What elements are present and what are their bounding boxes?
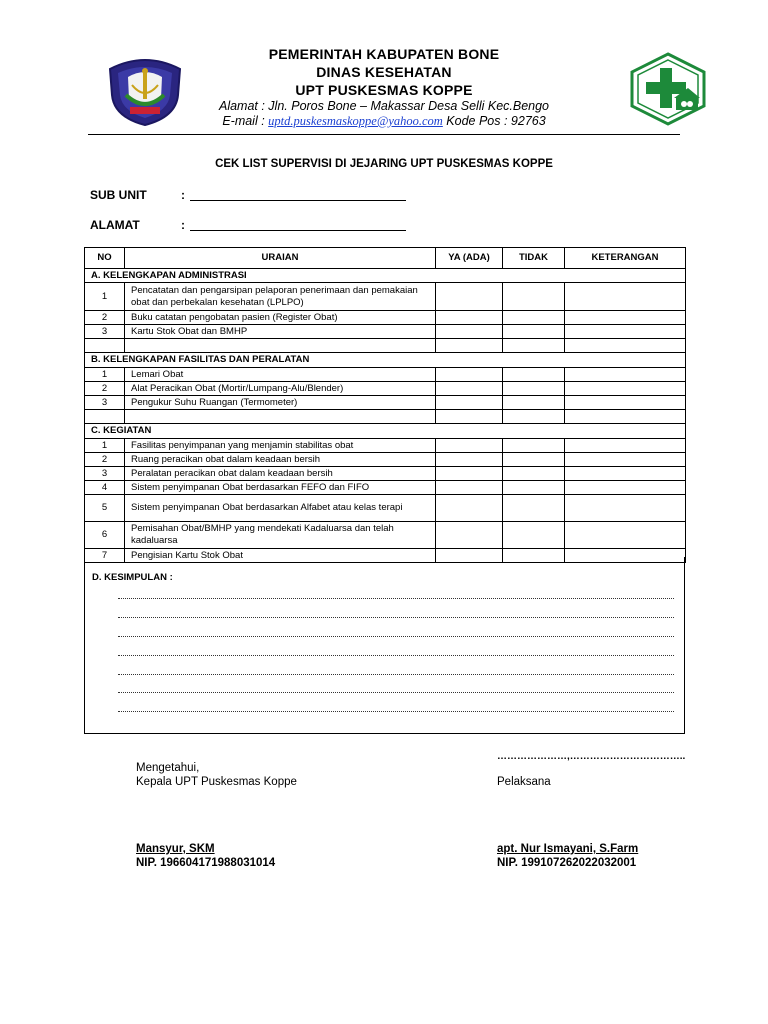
left-signer-nip: NIP. 196604171988031014: [136, 857, 276, 869]
header-line-1: PEMERINTAH KABUPATEN BONE: [268, 46, 500, 62]
header-keterangan: KETERANGAN: [565, 248, 686, 269]
table-row: [85, 467, 686, 481]
sub-unit-colon: :: [181, 188, 185, 202]
table-row: [85, 439, 686, 453]
table-row: [85, 396, 686, 410]
table-row: [85, 311, 686, 325]
keterangan-cell[interactable]: [565, 368, 686, 382]
header-uraian: URAIAN: [125, 248, 436, 269]
tidak-cell[interactable]: [503, 495, 565, 522]
right-role: Pelaksana: [497, 776, 551, 788]
tidak-cell[interactable]: [503, 439, 565, 453]
tidak-cell[interactable]: [503, 522, 565, 549]
table-row: [85, 325, 686, 339]
keterangan-cell[interactable]: [565, 382, 686, 396]
row-text: Peralatan peracikan obat dalam keadaan bersih: [125, 467, 436, 481]
keterangan-cell[interactable]: [565, 283, 686, 311]
table-row: [85, 382, 686, 396]
table-row: [85, 283, 686, 311]
table-row: [85, 368, 686, 382]
header-line-2: DINAS KESEHATAN: [316, 64, 452, 80]
email-prefix: E-mail :: [222, 114, 269, 128]
header-contact: [0, 114, 768, 129]
table-row: [85, 481, 686, 495]
row-no: 3: [85, 467, 125, 481]
table-row: [85, 522, 686, 549]
tidak-cell[interactable]: [503, 311, 565, 325]
keterangan-cell[interactable]: [565, 481, 686, 495]
row-text: Pemisahan Obat/BMHP yang mendekati Kadaluarsa dan telah kadaluarsa: [125, 522, 436, 549]
conclusion-line-5[interactable]: [118, 674, 674, 675]
row-text: Pengisian Kartu Stok Obat: [125, 549, 436, 563]
keterangan-cell[interactable]: [565, 311, 686, 325]
conclusion-line-4[interactable]: [118, 655, 674, 656]
row-no: 1: [85, 368, 125, 382]
keterangan-cell[interactable]: [565, 439, 686, 453]
keterangan-cell[interactable]: [565, 396, 686, 410]
conclusion-line-7[interactable]: [118, 711, 674, 712]
right-signer-name: apt. Nur Ismayani, S.Farm: [497, 843, 639, 855]
left-role: Kepala UPT Puskesmas Koppe: [136, 776, 297, 788]
section-row: [85, 353, 686, 368]
keterangan-cell[interactable]: [565, 453, 686, 467]
tidak-cell[interactable]: [503, 382, 565, 396]
ya-cell[interactable]: [436, 325, 503, 339]
ya-cell[interactable]: [436, 495, 503, 522]
table-row: [85, 453, 686, 467]
tidak-cell[interactable]: [503, 481, 565, 495]
header-no: NO: [85, 248, 125, 269]
checklist-table: [84, 247, 686, 563]
keterangan-cell[interactable]: [565, 522, 686, 549]
blank-row: [85, 339, 686, 353]
section-b-title: B. KELENGKAPAN FASILITAS DAN PERALATAN: [85, 353, 686, 368]
date-placeholder: …………………,……………………………..: [497, 751, 686, 762]
ya-cell[interactable]: [436, 453, 503, 467]
left-intro: Mengetahui,: [136, 762, 200, 774]
table-header-row: [85, 248, 686, 269]
left-signer-name: Mansyur, SKM: [136, 843, 215, 855]
section-row: [85, 424, 686, 439]
header-ya: YA (ADA): [436, 248, 503, 269]
conclusion-label: D. KESIMPULAN :: [92, 572, 173, 583]
ya-cell[interactable]: [436, 283, 503, 311]
row-no: 4: [85, 481, 125, 495]
keterangan-cell[interactable]: [565, 325, 686, 339]
tidak-cell[interactable]: [503, 283, 565, 311]
tidak-cell[interactable]: [503, 325, 565, 339]
conclusion-line-3[interactable]: [118, 636, 674, 637]
ya-cell[interactable]: [436, 467, 503, 481]
row-text: Pengukur Suhu Ruangan (Termometer): [125, 396, 436, 410]
conclusion-line-2[interactable]: [118, 617, 674, 618]
section-row: [85, 269, 686, 283]
conclusion-line-6[interactable]: [118, 692, 674, 693]
right-signer-nip: NIP. 199107262022032001: [497, 857, 637, 869]
header-address: Alamat : Jln. Poros Bone – Makassar Desa Selli Kec.Bengo: [218, 99, 550, 113]
ya-cell[interactable]: [436, 439, 503, 453]
ya-cell[interactable]: [436, 368, 503, 382]
blank-row: [85, 410, 686, 424]
conclusion-line-1[interactable]: [118, 598, 674, 599]
row-no: 1: [85, 439, 125, 453]
alamat-label: ALAMAT: [90, 218, 140, 232]
row-no: 2: [85, 311, 125, 325]
row-text: Ruang peracikan obat dalam keadaan bersih: [125, 453, 436, 467]
keterangan-cell[interactable]: [565, 467, 686, 481]
keterangan-cell[interactable]: [565, 495, 686, 522]
row-no: 5: [85, 495, 125, 522]
row-text: Buku catatan pengobatan pasien (Register Obat): [125, 311, 436, 325]
row-no: 2: [85, 453, 125, 467]
email-link[interactable]: uptd.puskesmaskoppe@yahoo.com: [268, 114, 443, 128]
sub-unit-field[interactable]: [190, 200, 406, 201]
tidak-cell[interactable]: [503, 467, 565, 481]
row-no: 1: [85, 283, 125, 311]
sub-unit-label: SUB UNIT: [90, 188, 147, 202]
conclusion-box: [84, 557, 685, 734]
row-text: Sistem penyimpanan Obat berdasarkan FEFO dan FIFO: [125, 481, 436, 495]
row-no: 6: [85, 522, 125, 549]
document-title: CEK LIST SUPERVISI DI JEJARING UPT PUSKESMAS KOPPE: [215, 158, 553, 170]
ya-cell[interactable]: [436, 522, 503, 549]
row-no: 2: [85, 382, 125, 396]
row-no: 7: [85, 549, 125, 563]
tidak-cell[interactable]: [503, 368, 565, 382]
alamat-colon: :: [181, 218, 185, 232]
ya-cell[interactable]: [436, 396, 503, 410]
section-c-title: C. KEGIATAN: [85, 424, 686, 439]
header-line-3: UPT PUSKESMAS KOPPE: [295, 82, 473, 98]
ya-cell[interactable]: [436, 481, 503, 495]
tidak-cell[interactable]: [503, 396, 565, 410]
row-no: 3: [85, 396, 125, 410]
row-text: Kartu Stok Obat dan BMHP: [125, 325, 436, 339]
row-no: 3: [85, 325, 125, 339]
header-divider: [88, 134, 680, 135]
tidak-cell[interactable]: [503, 453, 565, 467]
ya-cell[interactable]: [436, 382, 503, 396]
postal-code: Kode Pos : 92763: [442, 114, 546, 128]
header-tidak: TIDAK: [503, 248, 565, 269]
row-text: Lemari Obat: [125, 368, 436, 382]
alamat-field[interactable]: [190, 230, 406, 231]
ya-cell[interactable]: [436, 311, 503, 325]
row-text: Fasilitas penyimpanan yang menjamin stabilitas obat: [125, 439, 436, 453]
row-text: Alat Peracikan Obat (Mortir/Lumpang-Alu/Blender): [125, 382, 436, 396]
row-text: Pencatatan dan pengarsipan pelaporan penerimaan dan pemakaian obat dan perbekalan kesehatan (LPLPO): [125, 283, 436, 311]
section-a-title: A. KELENGKAPAN ADMINISTRASI: [85, 269, 686, 283]
table-row: [85, 495, 686, 522]
row-text: Sistem penyimpanan Obat berdasarkan Alfabet atau kelas terapi: [125, 495, 436, 522]
